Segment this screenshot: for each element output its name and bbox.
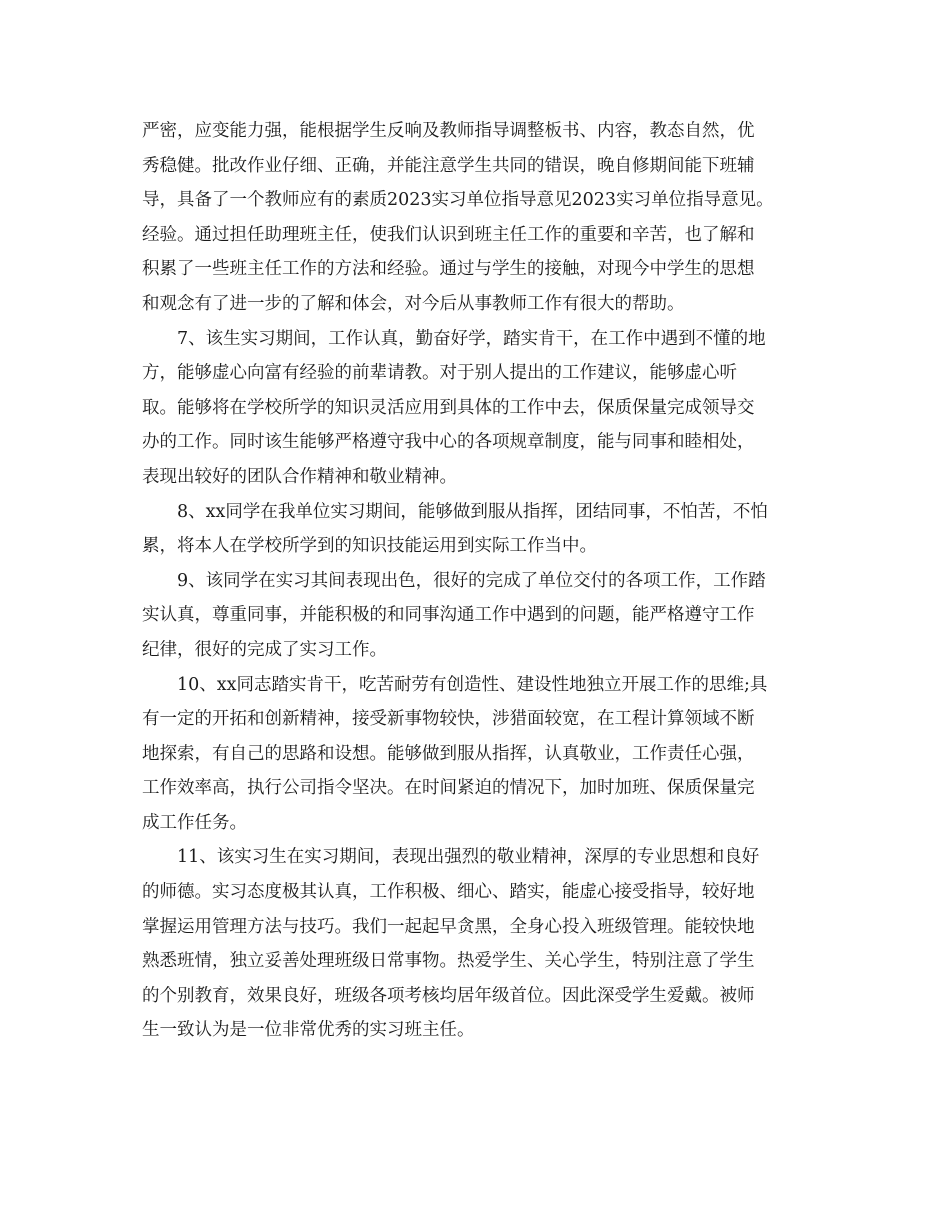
text-line: 纪律，很好的完成了实习工作。 bbox=[142, 639, 387, 660]
text-line: 累，将本人在学校所学到的知识技能运用到实际工作当中。 bbox=[142, 536, 597, 557]
text-line: 表现出较好的团队合作精神和敬业精神。 bbox=[142, 466, 457, 487]
text-line: 实认真，尊重同事，并能积极的和同事沟通工作中遇到的问题，能严格遵守工作 bbox=[142, 605, 755, 626]
text-line: 严密，应变能力强，能根据学生反响及教师指导调整板书、内容，教态自然，优 bbox=[142, 121, 755, 141]
text-line: 和观念有了进一步的了解和体会，对今后从事教师工作有很大的帮助。 bbox=[142, 293, 685, 314]
text-line: 秀稳健。批改作业仔细、正确，并能注意学生共同的错误，晚自修期间能下班辅 bbox=[142, 155, 755, 176]
text-line: 导，具备了一个教师应有的素质2023实习单位指导意见2023实习单位指导意见。 bbox=[142, 190, 774, 211]
text-line: 有一定的开拓和创新精神，接受新事物较快，涉猎面较宽，在工程计算领域不断 bbox=[142, 709, 755, 730]
text-line: 掌握运用管理方法与技巧。我们一起起早贪黑，全身心投入班级管理。能较快地 bbox=[142, 916, 755, 937]
document-body bbox=[142, 114, 812, 1048]
paragraph-start-line: 9、该同学在实习其间表现出色，很好的完成了单位交付的各项工作，工作踏 bbox=[177, 570, 766, 591]
text-line: 生一致认为是一位非常优秀的实习班主任。 bbox=[142, 1020, 475, 1041]
paragraph-start-line: 10、xx同志踏实肯干，吃苦耐劳有创造性、建设性地独立开展工作的思维;具 bbox=[177, 674, 768, 695]
text-line: 办的工作。同时该生能够严格遵守我中心的各项规章制度，能与同事和睦相处， bbox=[142, 432, 755, 453]
paragraph-start-line: 11、该实习生在实习期间，表现出强烈的敬业精神，深厚的专业思想和良好 bbox=[177, 847, 760, 868]
text-line: 工作效率高，执行公司指令坚决。在时间紧迫的情况下，加时加班、保质保量完 bbox=[142, 778, 755, 799]
text-line: 成工作任务。 bbox=[142, 812, 247, 833]
text-line: 熟悉班情，独立妥善处理班级日常事物。热爱学生、关心学生，特别注意了学生 bbox=[142, 951, 755, 972]
text-line: 地探索，有自己的思路和设想。能够做到服从指挥，认真敬业，工作责任心强， bbox=[142, 743, 755, 764]
text-line: 取。能够将在学校所学的知识灵活应用到具体的工作中去，保质保量完成领导交 bbox=[142, 397, 755, 418]
text-line: 积累了一些班主任工作的方法和经验。通过与学生的接触，对现今中学生的思想 bbox=[142, 259, 755, 280]
text-line: 方，能够虚心向富有经验的前辈请教。对于别人提出的工作建议，能够虚心听 bbox=[142, 363, 737, 384]
paragraph-start-line: 8、xx同学在我单位实习期间，能够做到服从指挥，团结同事，不怕苦，不怕 bbox=[177, 501, 768, 522]
text-line: 经验。通过担任助理班主任，使我们认识到班主任工作的重要和辛苦，也了解和 bbox=[142, 224, 755, 245]
paragraph-start-line: 7、该生实习期间，工作认真，勤奋好学，踏实肯干，在工作中遇到不懂的地 bbox=[177, 328, 766, 349]
text-line: 的师德。实习态度极其认真，工作积极、细心、踏实，能虚心接受指导，较好地 bbox=[142, 882, 755, 903]
text-line: 的个别教育，效果良好，班级各项考核均居年级首位。因此深受学生爱戴。被师 bbox=[142, 985, 755, 1006]
